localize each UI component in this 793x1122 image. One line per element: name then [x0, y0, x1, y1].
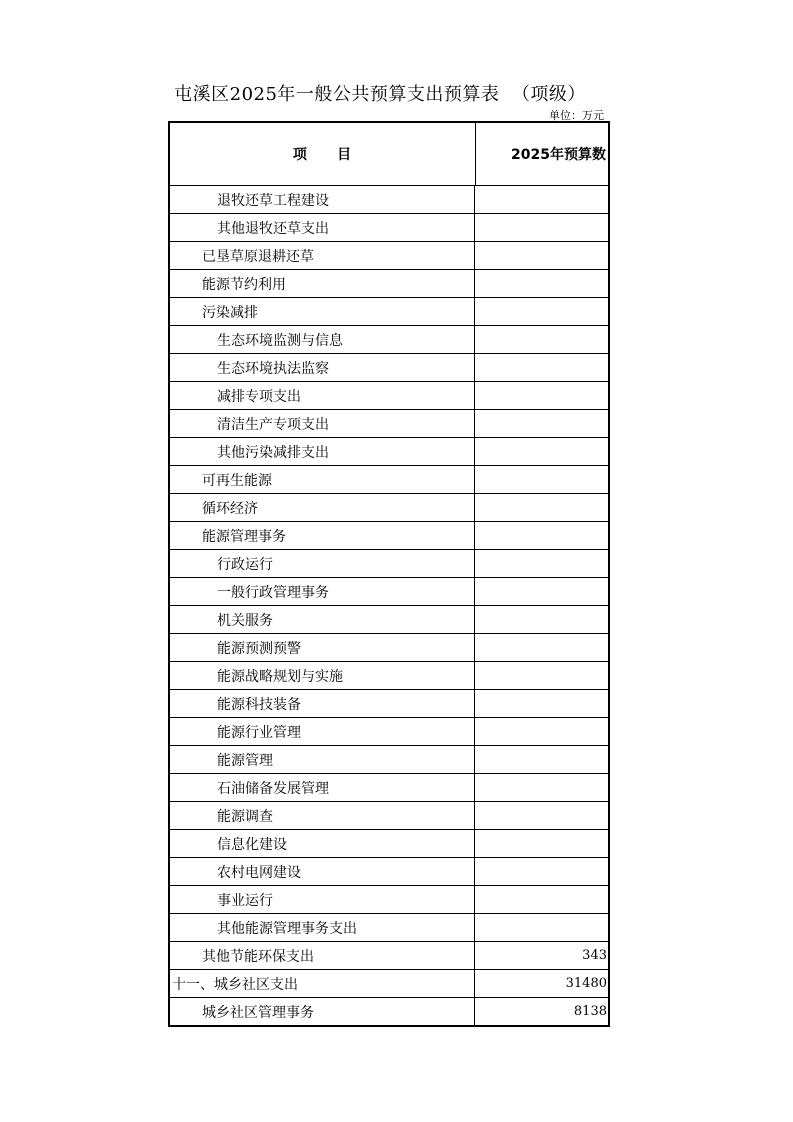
row-budget-value	[475, 270, 608, 297]
row-budget-value	[475, 382, 608, 409]
row-budget-value: 343	[582, 948, 607, 963]
table-row	[170, 214, 608, 242]
column-header-item: 项 目	[170, 123, 476, 185]
table-row	[170, 886, 608, 914]
table-row	[170, 998, 608, 1027]
row-budget-value	[475, 354, 608, 381]
table-body	[170, 186, 608, 1027]
row-item-label: 其他能源管理事务支出	[170, 914, 475, 941]
row-budget-value	[475, 550, 608, 577]
row-budget-value	[475, 578, 608, 605]
table-row	[170, 830, 608, 858]
table-row	[170, 186, 608, 214]
unit-label: 单位：万元	[549, 109, 604, 122]
budget-table	[168, 121, 610, 1027]
table-row	[170, 522, 608, 550]
row-item-label: 污染减排	[170, 298, 475, 325]
row-budget-value	[475, 746, 608, 773]
table-row	[170, 942, 608, 970]
table-row	[170, 970, 608, 998]
table-row	[170, 746, 608, 774]
row-item-label: 能源科技装备	[170, 690, 475, 717]
row-item-label: 能源调查	[170, 802, 475, 829]
row-item-label: 能源节约利用	[170, 270, 475, 297]
row-item-label: 其他污染减排支出	[170, 438, 475, 465]
row-budget-value	[475, 662, 608, 689]
row-item-label: 能源管理	[170, 746, 475, 773]
row-item-label: 循环经济	[170, 494, 475, 521]
row-budget-value	[475, 914, 608, 941]
row-budget-value	[475, 774, 608, 801]
table-row	[170, 690, 608, 718]
table-header	[170, 123, 608, 186]
row-item-label: 行政运行	[170, 550, 475, 577]
row-budget-value	[475, 886, 608, 913]
row-item-label: 生态环境监测与信息	[170, 326, 475, 353]
row-item-label: 清洁生产专项支出	[170, 410, 475, 437]
table-row	[170, 326, 608, 354]
row-budget-value: 31480	[565, 976, 607, 991]
table-row	[170, 606, 608, 634]
table-row	[170, 354, 608, 382]
row-budget-value: 8138	[573, 1004, 607, 1019]
table-row	[170, 858, 608, 886]
row-budget-value	[475, 214, 608, 241]
row-item-label: 农村电网建设	[170, 858, 475, 885]
row-item-label: 能源行业管理	[170, 718, 475, 745]
row-budget-value	[475, 718, 608, 745]
table-row	[170, 382, 608, 410]
row-budget-value	[475, 802, 608, 829]
row-item-label: 生态环境执法监察	[170, 354, 475, 381]
row-item-label: 一般行政管理事务	[170, 578, 475, 605]
row-budget-value	[475, 830, 608, 857]
table-row	[170, 774, 608, 802]
row-budget-value	[475, 522, 608, 549]
row-budget-value	[475, 494, 608, 521]
table-row	[170, 466, 608, 494]
row-item-label: 石油储备发展管理	[170, 774, 475, 801]
row-item-label: 已垦草原退耕还草	[170, 242, 475, 269]
table-row	[170, 270, 608, 298]
row-budget-value	[475, 858, 608, 885]
row-budget-value	[475, 326, 608, 353]
row-item-label: 能源战略规划与实施	[170, 662, 475, 689]
row-item-label: 可再生能源	[170, 466, 475, 493]
row-budget-value	[475, 186, 608, 213]
row-budget-value	[475, 634, 608, 661]
row-budget-value	[475, 242, 608, 269]
page-title: 屯溪区2025年一般公共预算支出预算表 （项级）	[174, 84, 586, 105]
row-item-label: 信息化建设	[170, 830, 475, 857]
row-item-label: 其他退牧还草支出	[170, 214, 475, 241]
table-row	[170, 242, 608, 270]
row-item-label: 退牧还草工程建设	[170, 186, 475, 213]
table-row	[170, 550, 608, 578]
row-item-label: 能源预测预警	[170, 634, 475, 661]
row-item-label: 事业运行	[170, 886, 475, 913]
row-item-label: 其他节能环保支出	[170, 942, 475, 969]
table-row	[170, 494, 608, 522]
table-row	[170, 438, 608, 466]
row-item-label: 能源管理事务	[170, 522, 475, 549]
table-row	[170, 802, 608, 830]
row-item-label: 城乡社区管理事务	[170, 998, 475, 1025]
row-budget-value	[475, 410, 608, 437]
row-budget-value	[475, 606, 608, 633]
table-row	[170, 578, 608, 606]
row-budget-value	[475, 466, 608, 493]
table-row	[170, 914, 608, 942]
table-row	[170, 634, 608, 662]
row-item-label: 机关服务	[170, 606, 475, 633]
row-item-label: 十一、城乡社区支出	[170, 970, 475, 997]
row-budget-value	[475, 298, 608, 325]
row-item-label: 减排专项支出	[170, 382, 475, 409]
table-row	[170, 298, 608, 326]
table-row	[170, 410, 608, 438]
column-header-budget: 2025年预算数	[511, 147, 606, 163]
row-budget-value	[475, 438, 608, 465]
row-budget-value	[475, 690, 608, 717]
table-row	[170, 718, 608, 746]
table-row	[170, 662, 608, 690]
